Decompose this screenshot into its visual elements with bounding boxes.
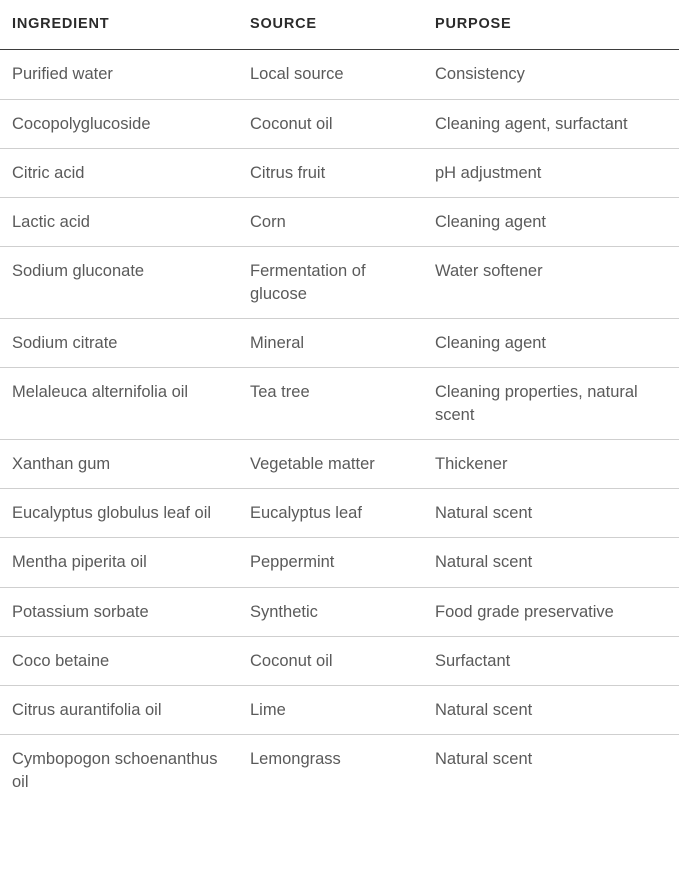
cell-source	[238, 368, 423, 440]
table-row	[0, 636, 679, 685]
cell-ingredient	[0, 439, 238, 488]
table-row	[0, 148, 679, 197]
purpose-value: Cleaning properties, natural scent	[435, 383, 638, 424]
source-value: Fermentation of glucose	[250, 262, 366, 303]
column-header-source: SOURCE	[238, 0, 423, 50]
source-value: Lemongrass	[250, 750, 341, 769]
cell-ingredient	[0, 318, 238, 367]
source-value: Vegetable matter	[250, 454, 375, 473]
table-row	[0, 686, 679, 735]
cell-source	[238, 439, 423, 488]
table-row	[0, 50, 679, 99]
ingredient-name: Eucalyptus globulus leaf oil	[12, 504, 212, 523]
cell-purpose	[423, 587, 679, 636]
source-value: Lime	[250, 701, 286, 720]
ingredient-name: Sodium gluconate	[12, 262, 145, 281]
ingredient-name: Cocopolyglucoside	[12, 114, 151, 133]
ingredient-name: Sodium citrate	[12, 333, 118, 352]
source-value: Peppermint	[250, 553, 335, 572]
table-row	[0, 489, 679, 538]
source-value: Corn	[250, 213, 286, 232]
cell-ingredient	[0, 148, 238, 197]
cell-source	[238, 247, 423, 319]
source-value: Local source	[250, 65, 344, 84]
purpose-value: pH adjustment	[435, 163, 542, 182]
cell-purpose	[423, 439, 679, 488]
cell-purpose	[423, 50, 679, 99]
cell-purpose	[423, 636, 679, 685]
cell-ingredient	[0, 368, 238, 440]
purpose-value: Natural scent	[435, 553, 533, 572]
cell-purpose	[423, 489, 679, 538]
cell-source	[238, 318, 423, 367]
purpose-value: Cleaning agent, surfactant	[435, 114, 628, 133]
cell-source	[238, 50, 423, 99]
table-row	[0, 198, 679, 247]
table-row	[0, 99, 679, 148]
cell-source	[238, 489, 423, 538]
cell-ingredient	[0, 587, 238, 636]
source-value: Coconut oil	[250, 651, 333, 670]
cell-source	[238, 636, 423, 685]
source-value: Mineral	[250, 333, 305, 352]
ingredient-name: Melaleuca alternifolia oil	[12, 383, 189, 402]
cell-purpose	[423, 247, 679, 319]
table-row	[0, 735, 679, 806]
table-row	[0, 538, 679, 587]
table-header	[0, 0, 679, 50]
table-row	[0, 247, 679, 319]
purpose-value: Cleaning agent	[435, 213, 547, 232]
table-row	[0, 368, 679, 440]
purpose-value: Water softener	[435, 262, 543, 281]
column-header-purpose: PURPOSE	[423, 0, 679, 50]
cell-ingredient	[0, 50, 238, 99]
cell-ingredient	[0, 538, 238, 587]
purpose-value: Consistency	[435, 65, 525, 84]
ingredient-name: Purified water	[12, 65, 113, 84]
cell-purpose	[423, 148, 679, 197]
cell-source	[238, 587, 423, 636]
cell-ingredient	[0, 489, 238, 538]
source-value: Eucalyptus leaf	[250, 504, 362, 523]
cell-purpose	[423, 318, 679, 367]
ingredient-name: Coco betaine	[12, 651, 110, 670]
cell-source	[238, 735, 423, 806]
source-value: Synthetic	[250, 602, 318, 621]
source-value: Coconut oil	[250, 114, 333, 133]
purpose-value: Thickener	[435, 454, 508, 473]
cell-purpose	[423, 686, 679, 735]
cell-source	[238, 148, 423, 197]
table-row	[0, 439, 679, 488]
cell-source	[238, 99, 423, 148]
ingredient-name: Lactic acid	[12, 213, 90, 232]
table-header-row	[0, 0, 679, 50]
cell-purpose	[423, 735, 679, 806]
table-row	[0, 318, 679, 367]
ingredient-name: Citric acid	[12, 163, 85, 182]
ingredient-name: Citrus aurantifolia oil	[12, 701, 162, 720]
cell-ingredient	[0, 735, 238, 806]
ingredient-name: Mentha piperita oil	[12, 553, 147, 572]
cell-ingredient	[0, 247, 238, 319]
purpose-value: Surfactant	[435, 651, 511, 670]
cell-source	[238, 686, 423, 735]
table-body	[0, 50, 679, 806]
cell-ingredient	[0, 686, 238, 735]
cell-source	[238, 538, 423, 587]
ingredient-name: Potassium sorbate	[12, 602, 149, 621]
ingredient-name: Cymbopogon schoenanthus oil	[12, 750, 218, 791]
cell-ingredient	[0, 99, 238, 148]
purpose-value: Natural scent	[435, 504, 533, 523]
purpose-value: Natural scent	[435, 701, 533, 720]
column-header-ingredient: INGREDIENT	[0, 0, 238, 50]
table-row	[0, 587, 679, 636]
cell-purpose	[423, 99, 679, 148]
purpose-value: Food grade preservative	[435, 602, 614, 621]
ingredient-name: Xanthan gum	[12, 454, 111, 473]
cell-purpose	[423, 538, 679, 587]
source-value: Citrus fruit	[250, 163, 326, 182]
cell-source	[238, 198, 423, 247]
purpose-value: Cleaning agent	[435, 333, 547, 352]
source-value: Tea tree	[250, 383, 310, 402]
cell-ingredient	[0, 198, 238, 247]
cell-ingredient	[0, 636, 238, 685]
cell-purpose	[423, 368, 679, 440]
purpose-value: Natural scent	[435, 750, 533, 769]
cell-purpose	[423, 198, 679, 247]
